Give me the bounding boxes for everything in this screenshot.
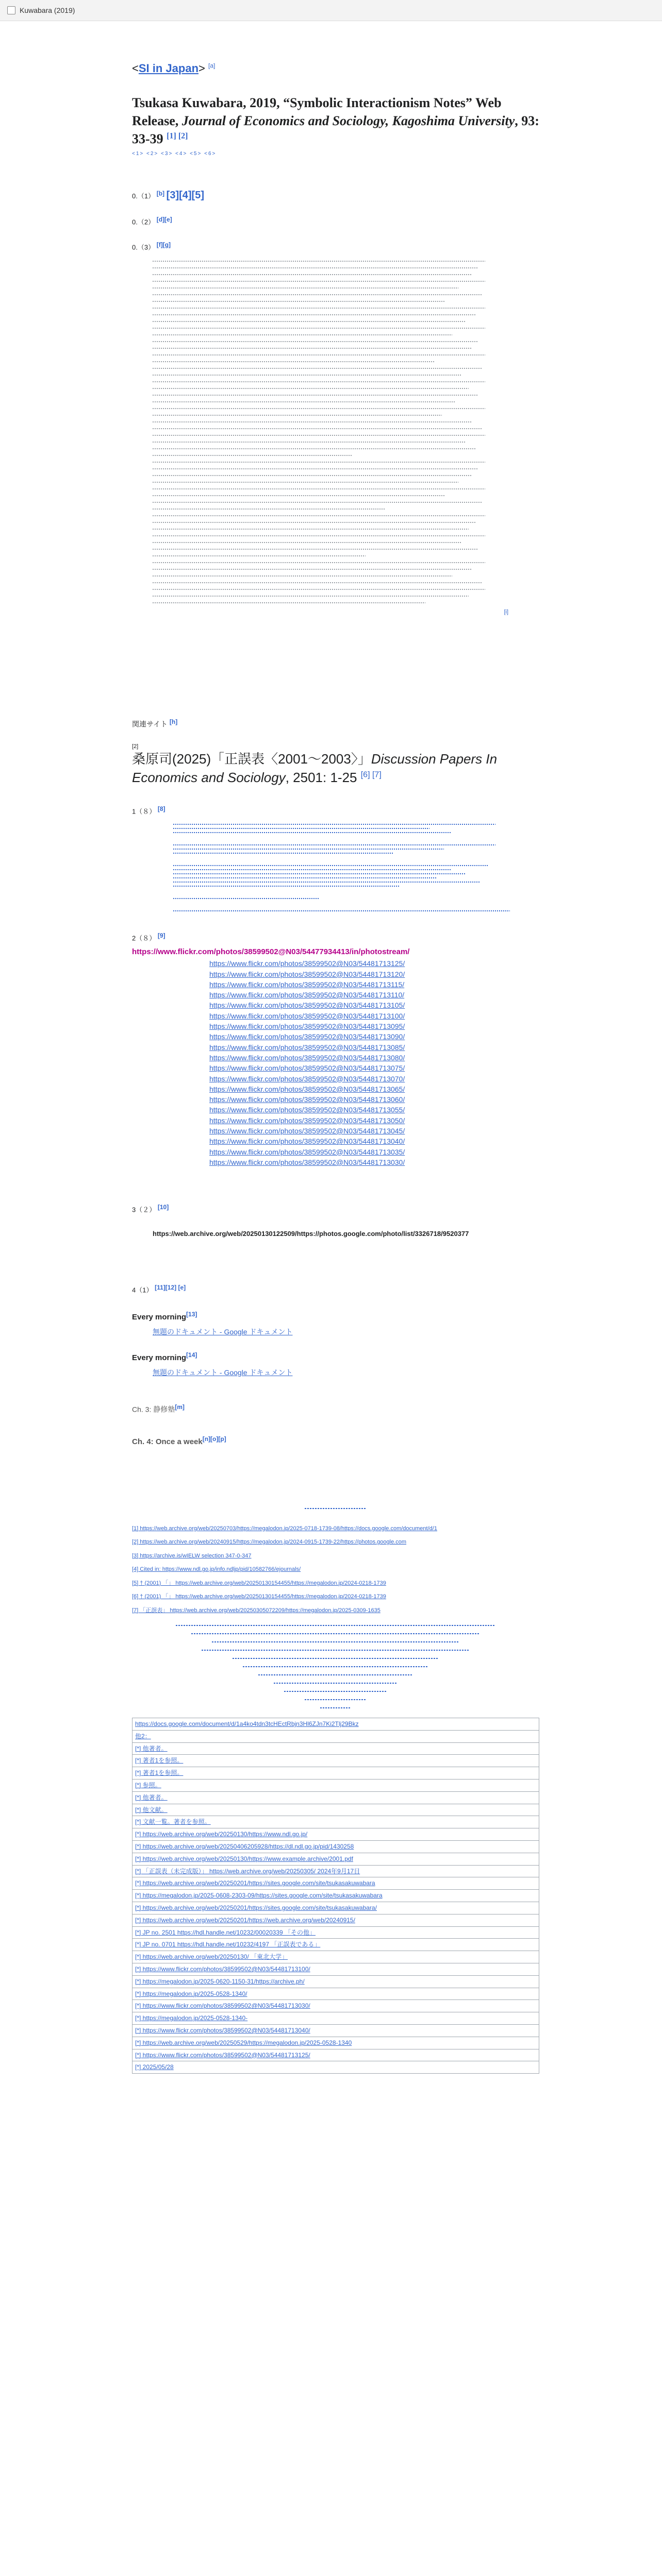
faint-text-line bbox=[153, 341, 478, 342]
table-row bbox=[133, 1975, 539, 1988]
table-cell-link[interactable]: [*] https://web.archive.org/web/20250130/https://www.example.archive/2001.pdf bbox=[135, 1855, 353, 1862]
faint-text-line bbox=[153, 294, 482, 295]
google-doc-link[interactable]: 無題のドキュメント - Google ドキュメント bbox=[153, 1327, 293, 1336]
subsection-ref[interactable]: [8] bbox=[157, 805, 166, 812]
chapter-ref[interactable]: [n][o][p] bbox=[202, 1435, 226, 1443]
faint-text-line bbox=[153, 529, 469, 530]
subsection-ref[interactable]: [9] bbox=[157, 931, 166, 939]
link-line[interactable] bbox=[305, 1699, 367, 1700]
faint-text-line bbox=[153, 287, 458, 289]
faint-text-line bbox=[153, 542, 462, 543]
faint-text-line bbox=[153, 555, 366, 556]
faint-text-line bbox=[153, 535, 485, 536]
table-row bbox=[133, 1791, 539, 1804]
table-cell bbox=[133, 1791, 539, 1804]
page-title bbox=[132, 94, 539, 148]
faint-text-line bbox=[153, 515, 485, 516]
section-ref[interactable]: [f][g] bbox=[156, 241, 171, 248]
subsection-3 bbox=[132, 1204, 539, 1214]
browser-tab-bar bbox=[0, 0, 662, 21]
table-cell-link[interactable]: [*] https://web.archive.org/web/20250130/ 「東北大学」 bbox=[135, 1953, 288, 1961]
related-ref[interactable]: [h] bbox=[169, 718, 178, 725]
every-morning-label: Every morning bbox=[132, 1312, 187, 1321]
faint-text-line bbox=[153, 582, 482, 583]
table-row bbox=[133, 2012, 539, 2025]
table-row bbox=[133, 1780, 539, 1792]
faint-text-line bbox=[153, 549, 478, 550]
footnote-link[interactable]: [7] 「正誤表」 https://web.archive.org/web/20250305072209/https://megalodon.jp/2025-0309-1635 bbox=[132, 1607, 380, 1614]
table-cell-link[interactable]: [*] 2025/05/28 bbox=[135, 2063, 174, 2071]
table-row bbox=[133, 1902, 539, 1914]
table-cell-link[interactable]: [*] JP no. 0701 https://hdl.handle.net/10232/4197 「正誤表である」 bbox=[135, 1941, 321, 1948]
table-cell bbox=[133, 1963, 539, 1975]
table-cell bbox=[133, 1926, 539, 1939]
table-cell bbox=[133, 1939, 539, 1951]
flickr-link-list bbox=[209, 958, 539, 1167]
table-cell bbox=[133, 2000, 539, 2012]
table-cell-link[interactable]: [*] 文献一覧。著者を参照。 bbox=[135, 1818, 211, 1826]
faint-text-line bbox=[153, 448, 475, 449]
faint-text-line bbox=[153, 421, 472, 422]
faint-text-line bbox=[153, 442, 465, 443]
flickr-photo-link[interactable]: https://www.flickr.com/photos/38599502@N03/54481713035/ bbox=[209, 1147, 405, 1156]
table-cell-link[interactable]: [*] https://megalodon.jp/2025-0608-2303-09/https://sites.google.com/site/tsukasakuwabara bbox=[135, 1892, 383, 1900]
faint-text-line bbox=[153, 455, 352, 456]
table-row bbox=[133, 1914, 539, 1926]
flickr-photo-link[interactable]: https://www.flickr.com/photos/38599502@N03/54481713120/ bbox=[209, 970, 405, 978]
archived-link-line[interactable] bbox=[173, 828, 429, 829]
flickr-photo-link[interactable]: https://www.flickr.com/photos/38599502@N03/54481713055/ bbox=[209, 1106, 405, 1114]
reference-pages: , 2501: 1-25 bbox=[285, 769, 357, 785]
link-line[interactable] bbox=[320, 1707, 351, 1708]
archived-link-line[interactable] bbox=[173, 890, 539, 895]
table-cell-link[interactable]: [*] https://megalodon.jp/2025-0620-1150-31/https://archive.ph/ bbox=[135, 1977, 305, 1985]
flickr-photo-link[interactable]: https://www.flickr.com/photos/38599502@N03/54481713040/ bbox=[209, 1137, 405, 1146]
link-line[interactable] bbox=[202, 1650, 470, 1651]
link-line[interactable] bbox=[176, 1625, 495, 1626]
footnote-link[interactable]: [4] Cited in: https://www.ndl.go.jp/info.ndljp/pid/10582766/ejournals/ bbox=[132, 1566, 301, 1573]
table-cell bbox=[133, 2012, 539, 2025]
faint-text-line bbox=[153, 428, 482, 429]
title-pages: , 93: 33-39 bbox=[132, 113, 539, 147]
table-cell-link[interactable]: [*] https://web.archive.org/web/20250130/https://www.ndl.go.jp/ bbox=[135, 1831, 308, 1838]
table-cell bbox=[133, 2061, 539, 2074]
archived-link-line[interactable] bbox=[173, 902, 539, 907]
chapter-ref[interactable]: [m] bbox=[175, 1403, 185, 1411]
table-cell-link[interactable]: [*] https://www.flickr.com/photos/38599502@N03/54481713030/ bbox=[135, 2002, 310, 2010]
every-morning-ref[interactable]: [13] bbox=[186, 1310, 197, 1318]
table-cell-link[interactable]: [*] https://megalodon.jp/2025-0528-1340- bbox=[135, 2014, 248, 2022]
faint-text-line bbox=[153, 468, 478, 469]
faint-text-line bbox=[153, 502, 482, 503]
table-cell bbox=[133, 1951, 539, 1963]
section-refs-extra[interactable]: [3][4][5] bbox=[166, 190, 204, 201]
archived-link-line[interactable] bbox=[173, 865, 488, 866]
google-doc-link[interactable]: 無題のドキュメント - Google ドキュメント bbox=[153, 1368, 293, 1377]
tab-title: Kuwabara (2019) bbox=[20, 6, 75, 14]
table-cell bbox=[133, 1975, 539, 1988]
subsection-label: 4（1） bbox=[132, 1285, 153, 1294]
table-row bbox=[133, 1988, 539, 2000]
table-cell-link[interactable]: 他2： bbox=[135, 1732, 151, 1740]
table-row bbox=[133, 1841, 539, 1853]
archived-links-block[interactable] bbox=[173, 824, 539, 911]
flickr-photo-link[interactable]: https://www.flickr.com/photos/38599502@N03/54481713110/ bbox=[209, 991, 405, 999]
subsection-label: 2（８） bbox=[132, 934, 156, 942]
faint-text-line bbox=[153, 381, 485, 382]
table-cell-link[interactable]: [*] 「正誤表（未完成版）」 https://web.archive.org/web/20250305/ 2024年9月17日 bbox=[135, 1867, 360, 1875]
archived-link-line[interactable] bbox=[173, 857, 539, 862]
faint-text-line bbox=[153, 267, 478, 268]
table-cell-link[interactable]: [*] https://www.flickr.com/photos/38599502@N03/54481713100/ bbox=[135, 1965, 310, 1973]
faint-text-line bbox=[153, 509, 386, 510]
table-row bbox=[133, 1865, 539, 1877]
footnote bbox=[132, 1524, 539, 1533]
end-ref[interactable]: [i] bbox=[504, 608, 508, 615]
footnote-link[interactable]: [3] https://archive.is/wIELW selection 347-0-347 bbox=[132, 1552, 252, 1559]
table-cell-link[interactable]: [*] 著者1を参照。 bbox=[135, 1769, 184, 1777]
link-line[interactable] bbox=[233, 1658, 439, 1659]
flickr-photo-link[interactable]: https://www.flickr.com/photos/38599502@N03/54481713060/ bbox=[209, 1095, 405, 1104]
title-journal: Journal of Economics and Sociology, Kagoshima University bbox=[181, 113, 515, 129]
faint-text-line bbox=[153, 328, 485, 329]
faint-text-line bbox=[153, 415, 442, 416]
table-row bbox=[133, 2024, 539, 2037]
table-cell bbox=[133, 1742, 539, 1755]
faint-text-line bbox=[153, 569, 472, 570]
subsection-2 bbox=[132, 932, 539, 942]
subsection-ref[interactable]: [10] bbox=[157, 1204, 169, 1211]
section-label: 0.（1） bbox=[132, 192, 155, 200]
browser-tab[interactable] bbox=[7, 4, 75, 16]
faint-text-line bbox=[153, 281, 485, 282]
subsection-ref[interactable]: [11][12] [e] bbox=[155, 1283, 186, 1291]
breadcrumb bbox=[132, 62, 539, 75]
flickr-photo-link[interactable]: https://www.flickr.com/photos/38599502@N03/54481713075/ bbox=[209, 1064, 405, 1073]
table-cell bbox=[133, 2037, 539, 2049]
table-row bbox=[133, 1718, 539, 1731]
breadcrumb-close: > bbox=[198, 62, 205, 75]
table-cell-link[interactable]: https://docs.google.com/document/d/1a4ko4tdn3tcHEctRbjn3Hl6ZJn7Ki2Tlj29Bkz bbox=[135, 1720, 359, 1728]
breadcrumb-ref[interactable]: [a] bbox=[208, 62, 216, 70]
faint-text-line bbox=[153, 488, 485, 489]
footnote bbox=[132, 1538, 539, 1547]
archived-link-line[interactable] bbox=[173, 869, 452, 870]
section-ref[interactable]: [d][e] bbox=[156, 216, 172, 224]
faint-text-line bbox=[153, 354, 485, 355]
every-morning-2 bbox=[132, 1351, 539, 1362]
table-row bbox=[133, 2061, 539, 2074]
table-row bbox=[133, 1890, 539, 1902]
reference-number: [2] bbox=[132, 743, 139, 750]
flickr-photo-link[interactable]: https://www.flickr.com/photos/38599502@N03/54481713070/ bbox=[209, 1074, 405, 1083]
footnote bbox=[132, 1579, 539, 1588]
table-cell bbox=[133, 1841, 539, 1853]
small-nav-links[interactable]: <1> <2> <3> <4> <5> <6> bbox=[132, 151, 217, 157]
flickr-photo-link[interactable]: https://www.flickr.com/photos/38599502@N03/54481713085/ bbox=[209, 1043, 405, 1052]
every-morning-1 bbox=[132, 1311, 539, 1321]
breadcrumb-open: < bbox=[132, 62, 139, 75]
table-cell-link[interactable]: [*] https://web.archive.org/web/20250201/https://web.archive.org/web/20240915/ bbox=[135, 1916, 355, 1924]
table-cell bbox=[133, 1767, 539, 1780]
flickr-photo-link[interactable]: https://www.flickr.com/photos/38599502@N03/54481713030/ bbox=[209, 1158, 405, 1166]
link-line[interactable] bbox=[212, 1641, 459, 1642]
table-row bbox=[133, 1730, 539, 1742]
table-cell-link[interactable]: [*] 参照。 bbox=[135, 1782, 161, 1789]
faint-text-line bbox=[153, 435, 485, 436]
flickr-photo-link[interactable]: https://www.flickr.com/photos/38599502@N03/54481713080/ bbox=[209, 1053, 405, 1062]
flickr-photo-link[interactable]: https://www.flickr.com/photos/38599502@N03/54481713090/ bbox=[209, 1032, 405, 1041]
faint-text-line bbox=[153, 375, 462, 376]
subsection-label: 3（２） bbox=[132, 1206, 156, 1214]
table-cell-link[interactable]: [*] https://web.archive.org/web/20250201/https://sites.google.com/site/tsukasakuwabara bbox=[135, 1879, 375, 1887]
section-label: 0.（3） bbox=[132, 243, 155, 251]
faint-text-line bbox=[153, 596, 469, 597]
table-cell bbox=[133, 1780, 539, 1792]
footnote-link[interactable]: [1] https://web.archive.org/web/20250703/https://megalodon.jp/2025-0718-1739-08/https://docs.google.com/document/d/1 bbox=[132, 1525, 437, 1532]
archived-link-line[interactable] bbox=[173, 898, 320, 899]
table-row bbox=[133, 2049, 539, 2061]
faint-text-line bbox=[153, 602, 425, 603]
footnote bbox=[132, 1606, 539, 1615]
footnote bbox=[132, 1552, 539, 1561]
chapter-3 bbox=[132, 1403, 539, 1415]
table-cell bbox=[133, 1718, 539, 1731]
table-row bbox=[133, 1755, 539, 1767]
section-0-1 bbox=[132, 190, 539, 201]
section-0-2 bbox=[132, 216, 539, 226]
faint-text-line bbox=[153, 562, 485, 563]
link-line[interactable] bbox=[305, 1508, 367, 1509]
table-cell bbox=[133, 2049, 539, 2061]
link-line[interactable] bbox=[191, 1633, 480, 1634]
section-0-3 bbox=[132, 241, 539, 251]
flickr-photo-link[interactable]: https://www.flickr.com/photos/38599502@N03/54481713100/ bbox=[209, 1011, 405, 1020]
archived-link-line[interactable] bbox=[173, 836, 539, 841]
link-line[interactable] bbox=[258, 1674, 413, 1675]
centered-link-lines-2 bbox=[132, 1625, 539, 1708]
table-cell-link[interactable]: [*] 他文献。 bbox=[135, 1806, 168, 1814]
faint-text-line bbox=[153, 321, 465, 322]
archive-link[interactable]: https://web.archive.org/web/20250130122509/https://photos.google.com/photo/list/3326718/9520377 bbox=[153, 1229, 469, 1238]
archived-link-line[interactable] bbox=[173, 832, 452, 833]
table-row bbox=[133, 1742, 539, 1755]
faint-text-line bbox=[153, 368, 482, 369]
footnotes bbox=[132, 1524, 539, 1615]
flickr-photo-link[interactable]: https://www.flickr.com/photos/38599502@N03/54481713125/ bbox=[209, 959, 405, 968]
table-row bbox=[133, 1877, 539, 1890]
faint-text-line bbox=[153, 395, 478, 396]
subsection-label: 1（８） bbox=[132, 807, 156, 815]
table-cell bbox=[133, 1914, 539, 1926]
table-row bbox=[133, 1828, 539, 1841]
faint-text-line bbox=[153, 495, 445, 496]
table-row bbox=[133, 1767, 539, 1780]
faint-text-line bbox=[153, 314, 475, 315]
faint-text-line bbox=[153, 462, 485, 463]
table-cell bbox=[133, 1816, 539, 1828]
footnote bbox=[132, 1565, 539, 1574]
footnote-link[interactable]: [5] † (2001) 「」 https://web.archive.org/web/20250130154455/https://megalodon.jp/2024-0218-1739 bbox=[132, 1580, 386, 1586]
faint-text-line bbox=[153, 274, 472, 275]
footnote-link[interactable]: [2] https://web.archive.org/web/20240915/https://megalodon.jp/2024-0915-1739-22/https://photos.google.com bbox=[132, 1539, 407, 1546]
faint-text-line bbox=[153, 388, 469, 389]
table-row bbox=[133, 1804, 539, 1816]
table-cell bbox=[133, 1828, 539, 1841]
flickr-photo-link[interactable]: https://www.flickr.com/photos/38599502@N03/54481713045/ bbox=[209, 1127, 405, 1136]
faint-text-line bbox=[153, 575, 452, 577]
table-cell bbox=[133, 1877, 539, 1890]
reference-entry bbox=[132, 743, 539, 787]
table-row bbox=[133, 1951, 539, 1963]
section-label: 0.（2） bbox=[132, 218, 155, 226]
table-cell bbox=[133, 1804, 539, 1816]
faint-text-line bbox=[153, 475, 472, 476]
table-row bbox=[133, 1963, 539, 1975]
archived-link-line[interactable] bbox=[173, 873, 466, 874]
breadcrumb-link-si-in-japan[interactable]: SI in Japan bbox=[138, 62, 199, 75]
section-ref[interactable]: [b] bbox=[156, 190, 165, 197]
faint-text-line bbox=[153, 361, 435, 362]
table-cell-link[interactable]: [*] https://web.archive.org/web/20250201/https://sites.google.com/site/tsukasakuwabara/ bbox=[135, 1904, 377, 1911]
archived-link-line[interactable] bbox=[173, 853, 393, 854]
flickr-photo-link[interactable]: https://www.flickr.com/photos/38599502@N03/54481713115/ bbox=[209, 980, 405, 989]
table-cell-link[interactable]: [*] https://web.archive.org/web/20250406205928/https://dl.ndl.go.jp/pid/1430258 bbox=[135, 1843, 354, 1850]
footnote bbox=[132, 1592, 539, 1601]
table-row bbox=[133, 2037, 539, 2049]
table-row bbox=[133, 1939, 539, 1951]
link-line[interactable] bbox=[243, 1666, 428, 1667]
related-sites bbox=[132, 718, 539, 730]
archived-link-line[interactable] bbox=[173, 910, 510, 911]
table-cell-link[interactable]: [*] JP no. 2501 https://hdl.handle.net/10232/00020339 「その他」 bbox=[135, 1928, 316, 1936]
page-favicon-icon bbox=[7, 6, 15, 14]
footnote-link[interactable]: [6] † (2001) 「」 https://web.archive.org/web/20250130154455/https://megalodon.jp/2024-0218-1739 bbox=[132, 1594, 386, 1600]
table-cell-link[interactable]: [*] 他著者。 bbox=[135, 1744, 168, 1752]
table-row bbox=[133, 1926, 539, 1939]
table-cell-link[interactable]: [*] 著者1を参照。 bbox=[135, 1757, 184, 1765]
faint-text-line bbox=[153, 408, 485, 409]
faint-text-block bbox=[153, 261, 539, 603]
title-text: Tsukasa Kuwabara, 2019, “Symbolic Interactionism Notes” Web Release, bbox=[132, 95, 502, 129]
faint-text-line bbox=[153, 334, 452, 335]
table-cell-link[interactable]: [*] https://megalodon.jp/2025-0528-1340/ bbox=[135, 1990, 247, 1997]
table-cell bbox=[133, 1730, 539, 1742]
table-cell bbox=[133, 1755, 539, 1767]
table-row bbox=[133, 1853, 539, 1865]
table-row bbox=[133, 2000, 539, 2012]
table-cell bbox=[133, 1853, 539, 1865]
reference-table bbox=[132, 1718, 539, 2074]
table-cell bbox=[133, 1865, 539, 1877]
centered-link-lines bbox=[132, 1508, 539, 1509]
chapter-label: Ch. 4: Once a week bbox=[132, 1437, 203, 1446]
every-morning-ref[interactable]: [14] bbox=[186, 1351, 197, 1359]
table-cell-link[interactable]: [*] https://www.flickr.com/photos/38599502@N03/54481713125/ bbox=[135, 2051, 310, 2059]
reference-text: 桑原司(2025)「正誤表〈2001〜2003〉」 bbox=[132, 751, 371, 767]
table-cell bbox=[133, 1988, 539, 2000]
subsection-4 bbox=[132, 1284, 539, 1294]
flickr-photostream-link[interactable]: https://www.flickr.com/photos/38599502@N03/54477934413/in/photostream/ bbox=[132, 947, 410, 957]
table-cell-link[interactable]: [*] https://web.archive.org/web/20250529/https://megalodon.jp/2025-0528-1340 bbox=[135, 2039, 352, 2046]
flickr-photo-link[interactable]: https://www.flickr.com/photos/38599502@N03/54481713050/ bbox=[209, 1116, 405, 1125]
table-cell-link[interactable]: [*] https://www.flickr.com/photos/38599502@N03/54481713040/ bbox=[135, 2026, 310, 2034]
reference-refs[interactable]: [6] [7] bbox=[360, 770, 382, 779]
table-row bbox=[133, 1816, 539, 1828]
flickr-photo-link[interactable]: https://www.flickr.com/photos/38599502@N03/54481713065/ bbox=[209, 1084, 405, 1093]
archived-link-line[interactable] bbox=[173, 844, 495, 845]
chapter-4 bbox=[132, 1435, 539, 1446]
faint-text-line bbox=[153, 348, 472, 349]
archived-link-line[interactable] bbox=[173, 877, 437, 878]
archived-link-line[interactable] bbox=[173, 886, 400, 887]
chapter-label: Ch. 3: 静修塾 bbox=[132, 1405, 175, 1414]
faint-text-line bbox=[153, 482, 458, 483]
archived-link-line[interactable] bbox=[173, 824, 495, 825]
table-cell-link[interactable]: [*] 他著者。 bbox=[135, 1793, 168, 1801]
faint-text-line bbox=[153, 308, 485, 309]
faint-text-line bbox=[153, 522, 475, 523]
every-morning-label: Every morning bbox=[132, 1353, 187, 1362]
link-line[interactable] bbox=[284, 1691, 387, 1692]
flickr-photo-link[interactable]: https://www.flickr.com/photos/38599502@N03/54481713105/ bbox=[209, 1001, 405, 1010]
subsection-1 bbox=[132, 805, 539, 816]
table-cell bbox=[133, 2024, 539, 2037]
archived-link-line[interactable] bbox=[173, 882, 481, 883]
link-line[interactable] bbox=[274, 1683, 398, 1684]
table-cell bbox=[133, 1890, 539, 1902]
table-cell bbox=[133, 1902, 539, 1914]
related-label: 関連サイト bbox=[132, 720, 168, 728]
faint-text-line bbox=[153, 589, 485, 590]
title-refs[interactable]: [1] [2] bbox=[167, 131, 188, 141]
faint-text-line bbox=[153, 401, 455, 402]
archived-link-line[interactable] bbox=[173, 849, 444, 850]
flickr-photo-link[interactable]: https://www.flickr.com/photos/38599502@N03/54481713095/ bbox=[209, 1022, 405, 1031]
article-content bbox=[132, 62, 539, 2074]
faint-text-line bbox=[153, 301, 445, 302]
reference-journal: Discussion Papers In Economics and Sociology bbox=[132, 751, 498, 785]
faint-text-line bbox=[153, 261, 485, 262]
